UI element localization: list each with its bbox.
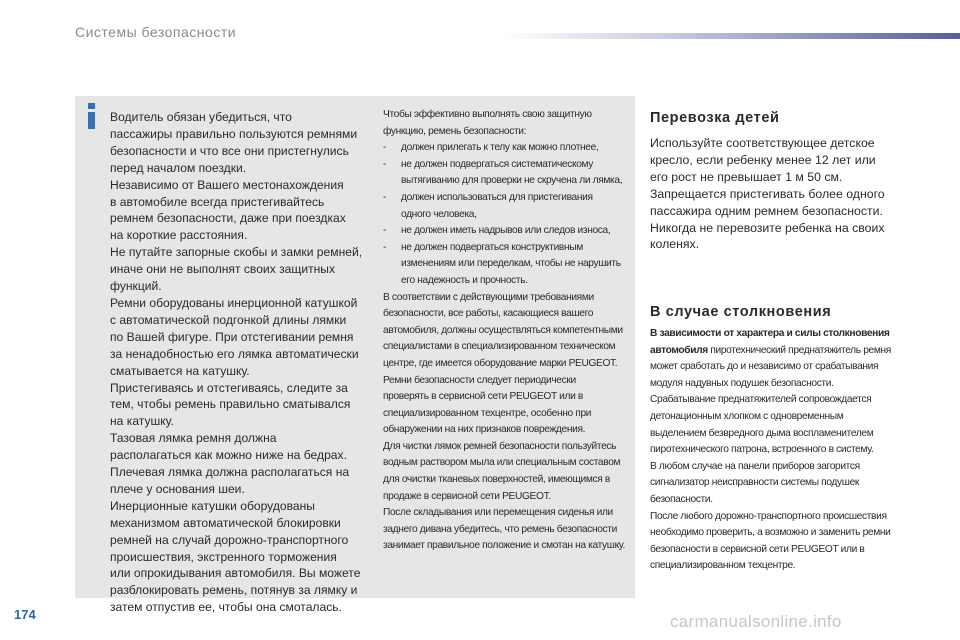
text-line: пассажира одним ремнем безопасности.: [650, 203, 883, 218]
text-line: не должен подвергаться конструктивным: [401, 241, 583, 253]
text-line: Ремни безопасности следует периодически: [383, 374, 576, 386]
text-line: безопасности в сервисной сети PEUGEOT или в: [650, 543, 865, 555]
text-line: механизмом автоматической блокировки: [110, 515, 341, 530]
text-line: вытягиванию для проверки не скручена ли лямка,: [401, 175, 623, 187]
collision-heading: В случае столкновения: [650, 304, 832, 320]
text-line: сигнализатор неисправности системы подушек: [650, 477, 860, 489]
text-line: Плечевая лямка должна располагаться на: [110, 465, 350, 480]
text-line: После любого дорожно-транспортного происшествия: [650, 510, 887, 522]
text-line: продаже в сервисной сети PEUGEOT.: [383, 490, 551, 502]
bullet-dash: -: [383, 142, 387, 154]
watermark: carmanualsonline.info: [670, 612, 842, 631]
text-line: [650, 343, 898, 360]
text-line: изменениям или переделкам, чтобы не нарушить: [401, 258, 621, 270]
text-line: Для чистки лямок ремней безопасности пользуйтесь: [383, 440, 617, 452]
text-line: В зависимости от характера и силы столкновения: [650, 328, 890, 339]
text-line: по Вашей фигуре. При отстегивании ремня: [110, 329, 354, 344]
text-line: коленях.: [650, 237, 700, 252]
text-line: центре, где имеется оборудование марки PEUGEOT.: [383, 357, 618, 369]
text-line: плече у основания шеи.: [110, 481, 245, 496]
bullet-item: [383, 190, 633, 223]
text-line: Не путайте запорные скобы и замки ремней,: [110, 245, 363, 260]
text-line: разблокировать ремень, потянув за лямку и: [110, 583, 358, 598]
text-line: детонационным хлопком с одновременным: [650, 410, 844, 422]
info-icon-bar: [88, 112, 95, 129]
text-line: специалистами в специализированном техническом: [383, 341, 616, 353]
text-line: ремней на случай дорожно-транспортного: [110, 532, 349, 547]
bullet-item: [383, 223, 633, 240]
text-line: его рост не превышает 1 м 50 см.: [650, 169, 843, 184]
text-line: происшествия, экстренного торможения: [110, 549, 337, 564]
text-line: пассажиры правильно пользуются ремнями: [110, 126, 358, 141]
text-line: Используйте соответствующее детское: [650, 136, 875, 150]
text-line: ремнем безопасности, даже при поездках: [110, 211, 346, 226]
text-line: Ремни оборудованы инерционной катушкой: [110, 295, 358, 310]
left-column-text: [110, 109, 372, 616]
text-line: Срабатывание преднатяжителей сопровождается: [650, 394, 872, 406]
transport-text: [650, 135, 898, 253]
text-line: модуля надувных подушек безопасности.: [650, 377, 834, 389]
text-line: необходимо проверить, а возможно и заменить ремни: [650, 527, 891, 539]
text-line: функций.: [110, 279, 162, 294]
text-line: одного человека,: [401, 208, 477, 220]
text-line: Пристегиваясь и отстегиваясь, следите за: [110, 380, 348, 395]
text-line: специализированном техцентре.: [650, 560, 796, 572]
bullet-dash: -: [383, 191, 387, 203]
text-line: за ненадобностью его лямка автоматически: [110, 346, 359, 361]
text-line: пиротехнического патрона, встроенного в систему.: [650, 444, 874, 456]
text-line: Независимо от Вашего местонахождения: [110, 177, 344, 192]
text-line: перед началом поездки.: [110, 160, 247, 175]
info-icon-dot: [88, 103, 95, 109]
text-line: должен использоваться для пристегивания: [401, 191, 593, 203]
text-line: Запрещается пристегивать более одного: [650, 186, 885, 201]
text-line: заднего дивана убедитесь, что ремень безопасности: [383, 523, 617, 535]
text-line: водным раствором мыла или специальным составом: [383, 457, 621, 469]
text-line: тем, чтобы ремень правильно сматывался: [110, 397, 351, 412]
text-bold: автомобиля: [650, 344, 708, 356]
text-regular: пиротехнический преднатяжитель ремня: [707, 344, 891, 356]
text-line: или опрокидывания автомобиля. Вы можете: [110, 566, 361, 581]
text-line: функцию, ремень безопасности:: [383, 125, 527, 137]
text-line: в автомобиле всегда пристегивайтесь: [110, 194, 325, 209]
text-line: располагаться как можно ниже на бедрах.: [110, 448, 347, 463]
text-line: не должен иметь надрывов или следов износа,: [401, 225, 611, 237]
text-line: Инерционные катушки оборудованы: [110, 498, 315, 513]
text-line: безопасности и что все они пристегнулись: [110, 143, 349, 158]
text-line: на катушку.: [110, 414, 174, 429]
text-line: обнаружении на них признаков повреждения.: [383, 424, 586, 436]
text-line: специализированном техцентре, особенно при: [383, 407, 592, 419]
text-line: безопасности, все работы, касающиеся вашего: [383, 308, 594, 320]
text-line: не должен подвергаться систематическому: [401, 158, 594, 170]
section-title: Системы безопасности: [75, 24, 237, 40]
middle-column-text: [383, 107, 633, 555]
text-line: Водитель обязан убедиться, что: [110, 110, 292, 124]
bullet-dash: -: [383, 225, 387, 237]
text-line: В соответствии с действующими требованиями: [383, 291, 594, 303]
text-line: безопасности.: [650, 493, 713, 505]
text-line: Тазовая лямка ремня должна: [110, 431, 277, 446]
info-icon: [85, 103, 99, 129]
text-line: В любом случае на панели приборов загорится: [650, 460, 860, 472]
transport-heading: Перевозка детей: [650, 110, 780, 126]
text-line: сматывается на катушку.: [110, 363, 250, 378]
text-line: проверять в сервисной сети PEUGEOT или в: [383, 391, 583, 403]
text-line: может сработать до и независимо от срабатывания: [650, 361, 879, 373]
text-line: иначе они не выполнят своих защитных: [110, 262, 336, 277]
header-gradient-bar: [505, 33, 960, 39]
page-number: 174: [14, 607, 36, 622]
text-line: его надежность и прочность.: [401, 274, 528, 286]
text-line: на короткие расстояния.: [110, 228, 248, 243]
text-line: должен прилегать к телу как можно плотнее,: [401, 142, 599, 154]
text-line: с автоматической подгонкой длины лямки: [110, 312, 347, 327]
text-line: После складывания или перемещения сиденья или: [383, 507, 613, 519]
text-line: для очистки тканевых поверхностей, имеющимся в: [383, 474, 610, 486]
collision-text: [650, 326, 898, 575]
text-line: Никогда не перевозите ребенка на своих: [650, 220, 885, 235]
bullet-item: [383, 157, 633, 190]
text-line: автомобиля, должны осуществляться компетентными: [383, 324, 623, 336]
text-line: выделением безвредного дыма воспламенителем: [650, 427, 874, 439]
bullet-item: [383, 140, 633, 157]
bullet-item: [383, 240, 633, 290]
text-line: затем отпустив ее, чтобы она смоталась.: [110, 600, 342, 615]
text-line: Чтобы эффективно выполнять свою защитную: [383, 109, 592, 120]
text-line: кресло, если ребенку менее 12 лет или: [650, 152, 876, 167]
text-line: занимает правильное положение и смотан на катушку.: [383, 540, 626, 552]
bullet-dash: -: [383, 241, 387, 253]
bullet-dash: -: [383, 158, 387, 170]
